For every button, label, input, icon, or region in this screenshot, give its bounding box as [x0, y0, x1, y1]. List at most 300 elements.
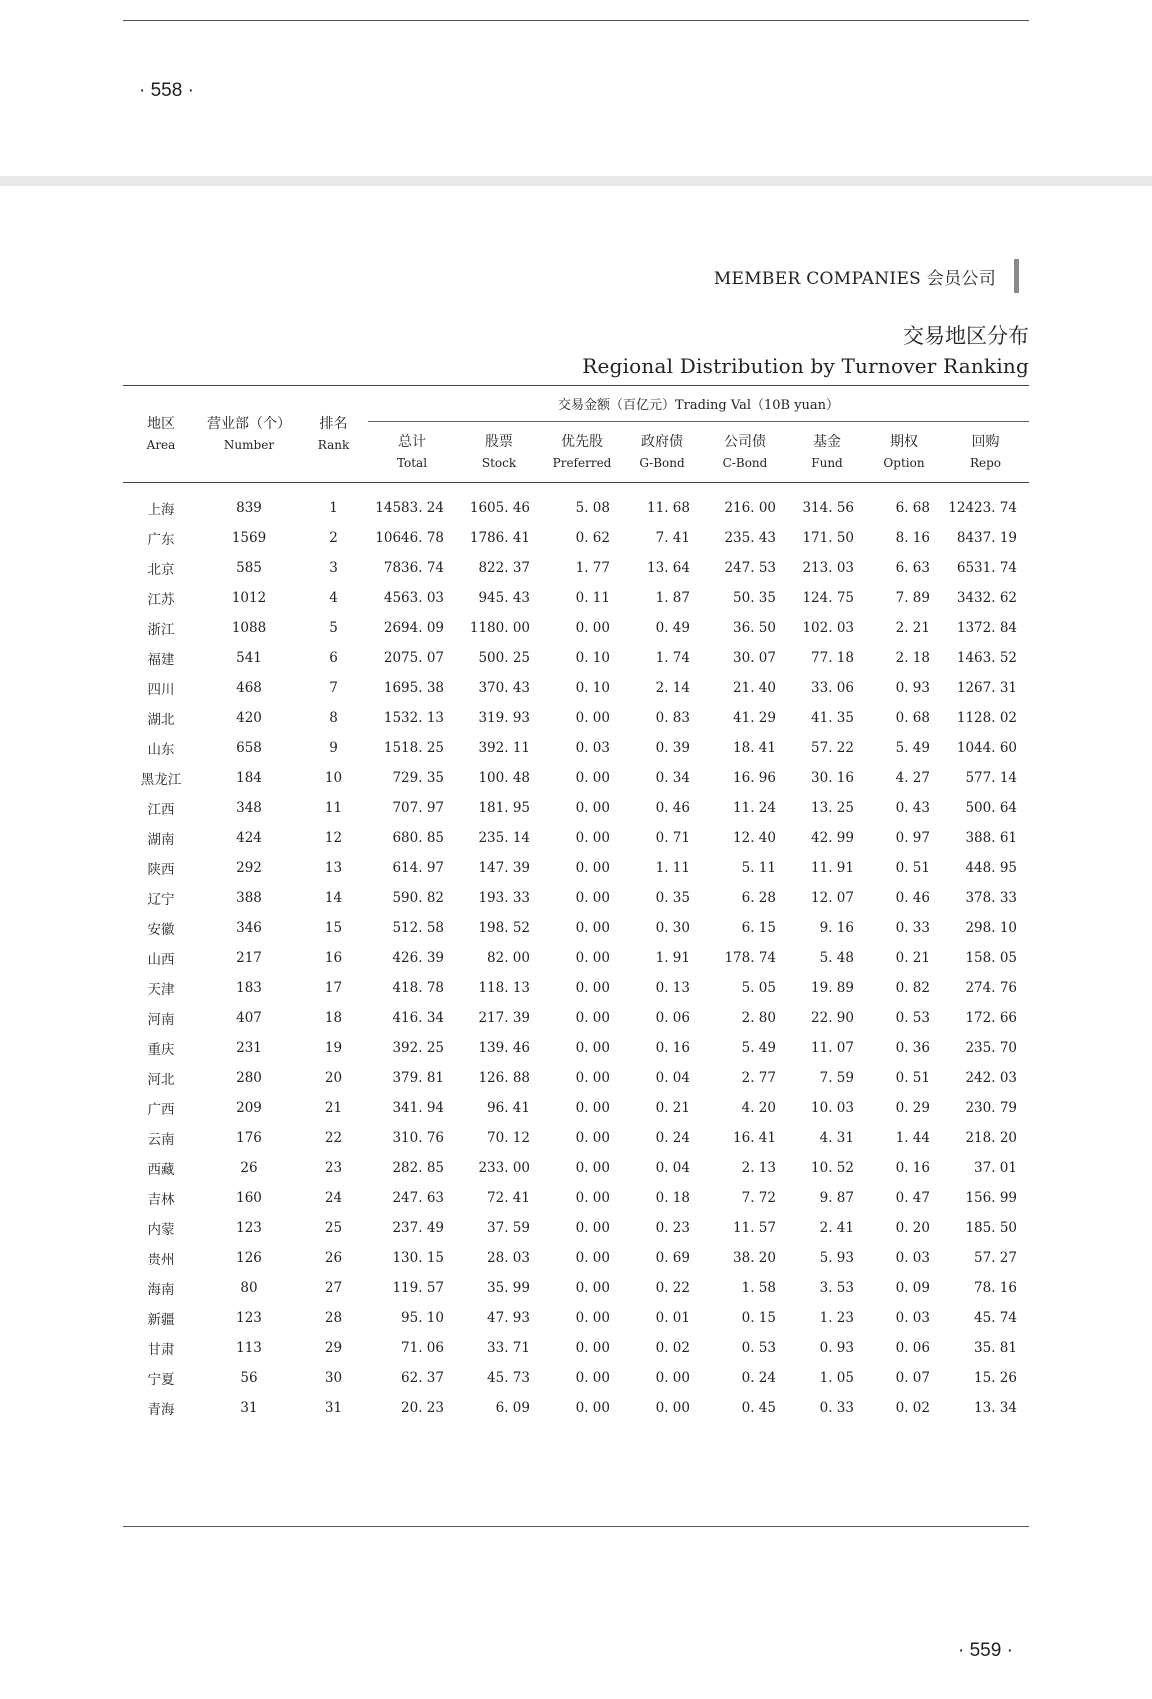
- cell-rank: 19: [324, 1040, 343, 1056]
- cell-cbond: 2. 77: [741, 1070, 776, 1086]
- cell-gbond: 0. 71: [655, 830, 690, 846]
- cell-rank: 5: [329, 620, 338, 636]
- cell-stock: 235. 14: [478, 830, 530, 846]
- cell-cbond: 16. 41: [733, 1130, 776, 1146]
- cell-fund: 19. 89: [811, 980, 854, 996]
- cell-stock: 37. 59: [487, 1220, 530, 1236]
- cell-gbond: 7. 41: [655, 530, 690, 546]
- cell-number: 348: [236, 800, 262, 816]
- cell-option: 0. 21: [895, 950, 930, 966]
- cell-cbond: 7. 72: [741, 1190, 776, 1206]
- cell-rank: 12: [324, 830, 343, 846]
- page-gap: [0, 176, 1152, 186]
- cell-total: 416. 34: [392, 1010, 444, 1026]
- cell-cbond: 38. 20: [733, 1250, 776, 1266]
- cell-option: 0. 29: [895, 1100, 930, 1116]
- cell-preferred: 0. 00: [575, 800, 610, 816]
- cell-fund: 0. 93: [819, 1340, 854, 1356]
- cell-total: 71. 06: [401, 1340, 444, 1356]
- cell-fund: 41. 35: [811, 710, 854, 726]
- table-title-en: Regional Distribution by Turnover Ranking: [582, 354, 1029, 378]
- cell-preferred: 0. 10: [575, 650, 610, 666]
- cell-area: 西藏: [147, 1162, 175, 1178]
- cell-repo: 37. 01: [974, 1160, 1017, 1176]
- cell-total: 247. 63: [392, 1190, 444, 1206]
- cell-repo: 3432. 62: [956, 590, 1017, 606]
- cell-cbond: 0. 45: [741, 1400, 776, 1416]
- cell-stock: 319. 93: [478, 710, 530, 726]
- cell-gbond: 0. 83: [655, 710, 690, 726]
- cell-area: 重庆: [147, 1042, 175, 1058]
- cell-rank: 22: [324, 1130, 343, 1146]
- cell-preferred: 0. 00: [575, 1340, 610, 1356]
- cell-option: 0. 03: [895, 1250, 930, 1266]
- cell-rank: 29: [324, 1340, 343, 1356]
- cell-area: 甘肃: [147, 1342, 175, 1358]
- cell-total: 418. 78: [392, 980, 444, 996]
- cell-repo: 12423. 74: [948, 500, 1017, 516]
- cell-fund: 314. 56: [802, 500, 854, 516]
- cell-stock: 193. 33: [478, 890, 530, 906]
- cell-cbond: 41. 29: [733, 710, 776, 726]
- cell-cbond: 5. 49: [741, 1040, 776, 1056]
- cell-stock: 45. 73: [487, 1370, 530, 1386]
- cell-total: 392. 25: [392, 1040, 444, 1056]
- cell-total: 20. 23: [401, 1400, 444, 1416]
- cell-fund: 2. 41: [819, 1220, 854, 1236]
- cell-preferred: 0. 00: [575, 1250, 610, 1266]
- cell-cbond: 2. 80: [741, 1010, 776, 1026]
- cell-fund: 9. 87: [819, 1190, 854, 1206]
- cell-cbond: 247. 53: [724, 560, 776, 576]
- cell-number: 209: [236, 1100, 262, 1116]
- cell-area: 青海: [147, 1402, 175, 1418]
- cell-total: 680. 85: [392, 830, 444, 846]
- cell-stock: 72. 41: [487, 1190, 530, 1206]
- cell-gbond: 0. 01: [655, 1310, 690, 1326]
- table-row: [123, 1003, 1029, 1033]
- cell-cbond: 11. 24: [733, 800, 776, 816]
- cell-number: 56: [240, 1370, 258, 1386]
- cell-total: 130. 15: [392, 1250, 444, 1266]
- cell-cbond: 16. 96: [733, 770, 776, 786]
- cell-repo: 388. 61: [965, 830, 1017, 846]
- table-row: [123, 823, 1029, 853]
- cell-gbond: 0. 04: [655, 1160, 690, 1176]
- cell-cbond: 235. 43: [724, 530, 776, 546]
- cell-gbond: 0. 49: [655, 620, 690, 636]
- cell-number: 123: [236, 1220, 262, 1236]
- cell-cbond: 2. 13: [741, 1160, 776, 1176]
- cell-repo: 15. 26: [974, 1370, 1017, 1386]
- cell-total: 4563. 03: [383, 590, 444, 606]
- cell-fund: 13. 25: [811, 800, 854, 816]
- cell-option: 0. 51: [895, 860, 930, 876]
- cell-option: 0. 43: [895, 800, 930, 816]
- cell-preferred: 0. 00: [575, 620, 610, 636]
- cell-stock: 70. 12: [487, 1130, 530, 1146]
- cell-total: 341. 94: [392, 1100, 444, 1116]
- cell-number: 231: [236, 1040, 262, 1056]
- cell-rank: 11: [324, 800, 343, 816]
- cell-preferred: 0. 00: [575, 1070, 610, 1086]
- col-stock: 股票 Stock: [481, 434, 517, 470]
- cell-gbond: 0. 13: [655, 980, 690, 996]
- cell-total: 95. 10: [401, 1310, 444, 1326]
- cell-number: 183: [236, 980, 262, 996]
- cell-number: 80: [240, 1280, 258, 1296]
- cell-number: 113: [236, 1340, 262, 1356]
- cell-option: 0. 46: [895, 890, 930, 906]
- cell-area: 上海: [147, 502, 175, 518]
- cell-rank: 18: [324, 1010, 343, 1026]
- cell-number: 217: [236, 950, 262, 966]
- cell-preferred: 0. 00: [575, 950, 610, 966]
- table-row: [123, 793, 1029, 823]
- cell-fund: 57. 22: [811, 740, 854, 756]
- cell-total: 426. 39: [392, 950, 444, 966]
- cell-option: 0. 20: [895, 1220, 930, 1236]
- cell-option: 0. 02: [895, 1400, 930, 1416]
- cell-cbond: 0. 53: [741, 1340, 776, 1356]
- cell-area: 陕西: [147, 862, 175, 878]
- cell-stock: 47. 93: [487, 1310, 530, 1326]
- cell-fund: 171. 50: [802, 530, 854, 546]
- cell-preferred: 0. 00: [575, 710, 610, 726]
- cell-repo: 378. 33: [965, 890, 1017, 906]
- cell-repo: 172. 66: [965, 1010, 1017, 1026]
- cell-fund: 0. 33: [819, 1400, 854, 1416]
- table-row: [123, 1063, 1029, 1093]
- table-row: [123, 1093, 1029, 1123]
- bottom-rule: [123, 1526, 1029, 1527]
- cell-option: 0. 93: [895, 680, 930, 696]
- page-number-right: · 559 ·: [958, 1640, 1013, 1661]
- cell-cbond: 1. 58: [741, 1280, 776, 1296]
- cell-repo: 235. 70: [965, 1040, 1017, 1056]
- cell-repo: 57. 27: [974, 1250, 1017, 1266]
- cell-cbond: 50. 35: [733, 590, 776, 606]
- cell-repo: 448. 95: [965, 860, 1017, 876]
- cell-area: 吉林: [147, 1192, 175, 1208]
- cell-fund: 1. 05: [819, 1370, 854, 1386]
- cell-number: 1088: [231, 620, 267, 636]
- cell-cbond: 6. 15: [741, 920, 776, 936]
- cell-cbond: 216. 00: [724, 500, 776, 516]
- cell-repo: 1267. 31: [956, 680, 1017, 696]
- cell-total: 282. 85: [392, 1160, 444, 1176]
- cell-fund: 5. 93: [819, 1250, 854, 1266]
- table-row: [123, 1243, 1029, 1273]
- table-row: [123, 1153, 1029, 1183]
- cell-area: 江西: [147, 802, 175, 818]
- table-row: [123, 1123, 1029, 1153]
- cell-area: 黑龙江: [140, 772, 182, 788]
- cell-gbond: 1. 87: [655, 590, 690, 606]
- table-row: [123, 733, 1029, 763]
- cell-preferred: 0. 10: [575, 680, 610, 696]
- cell-number: 26: [240, 1160, 258, 1176]
- cell-area: 广西: [147, 1102, 175, 1118]
- table-row: [123, 553, 1029, 583]
- table-row: [123, 943, 1029, 973]
- cell-number: 184: [236, 770, 262, 786]
- table-row: [123, 763, 1029, 793]
- cell-option: 5. 49: [895, 740, 930, 756]
- cell-option: 0. 36: [895, 1040, 930, 1056]
- cell-option: 0. 47: [895, 1190, 930, 1206]
- cell-area: 四川: [147, 682, 175, 698]
- cell-cbond: 11. 57: [733, 1220, 776, 1236]
- cell-stock: 370. 43: [478, 680, 530, 696]
- table-row: [123, 673, 1029, 703]
- cell-area: 北京: [147, 562, 175, 578]
- cell-gbond: 0. 16: [655, 1040, 690, 1056]
- cell-fund: 22. 90: [811, 1010, 854, 1026]
- cell-gbond: 1. 91: [655, 950, 690, 966]
- table-row: [123, 1213, 1029, 1243]
- cell-preferred: 1. 77: [575, 560, 610, 576]
- table-row: [123, 1333, 1029, 1363]
- cell-gbond: 11. 68: [647, 500, 690, 516]
- cell-preferred: 0. 00: [575, 890, 610, 906]
- table-row: [123, 913, 1029, 943]
- cell-rank: 14: [324, 890, 343, 906]
- cell-fund: 77. 18: [811, 650, 854, 666]
- cell-preferred: 0. 00: [575, 860, 610, 876]
- cell-option: 0. 33: [895, 920, 930, 936]
- cell-repo: 230. 79: [965, 1100, 1017, 1116]
- cell-rank: 16: [324, 950, 343, 966]
- cell-repo: 8437. 19: [956, 530, 1017, 546]
- cell-rank: 9: [329, 740, 338, 756]
- cell-total: 1695. 38: [383, 680, 444, 696]
- cell-fund: 3. 53: [819, 1280, 854, 1296]
- cell-total: 729. 35: [392, 770, 444, 786]
- table-row: [123, 1033, 1029, 1063]
- cell-stock: 28. 03: [487, 1250, 530, 1266]
- cell-rank: 30: [324, 1370, 343, 1386]
- cell-repo: 6531. 74: [956, 560, 1017, 576]
- cell-stock: 1180. 00: [469, 620, 530, 636]
- cell-preferred: 0. 00: [575, 770, 610, 786]
- cell-option: 0. 06: [895, 1340, 930, 1356]
- cell-stock: 1605. 46: [469, 500, 530, 516]
- cell-stock: 392. 11: [478, 740, 530, 756]
- cell-gbond: 0. 18: [655, 1190, 690, 1206]
- cell-area: 新疆: [147, 1312, 175, 1328]
- cell-rank: 17: [324, 980, 343, 996]
- cell-total: 2694. 09: [383, 620, 444, 636]
- section-marker: [1014, 259, 1019, 293]
- cell-preferred: 5. 08: [575, 500, 610, 516]
- top-rule: [123, 20, 1029, 21]
- cell-number: 346: [236, 920, 262, 936]
- cell-preferred: 0. 00: [575, 1190, 610, 1206]
- cell-rank: 15: [324, 920, 343, 936]
- cell-total: 310. 76: [392, 1130, 444, 1146]
- col-option: 期权 Option: [883, 434, 925, 470]
- cell-cbond: 36. 50: [733, 620, 776, 636]
- cell-option: 0. 68: [895, 710, 930, 726]
- cell-gbond: 2. 14: [655, 680, 690, 696]
- cell-stock: 82. 00: [487, 950, 530, 966]
- cell-preferred: 0. 00: [575, 1160, 610, 1176]
- col-repo: 回购 Repo: [969, 434, 1002, 470]
- cell-cbond: 12. 40: [733, 830, 776, 846]
- col-preferred: 优先股 Preferred: [552, 434, 612, 470]
- cell-preferred: 0. 00: [575, 1310, 610, 1326]
- cell-rank: 31: [324, 1400, 343, 1416]
- cell-area: 河南: [147, 1012, 175, 1028]
- cell-number: 420: [236, 710, 262, 726]
- table-row: [123, 1303, 1029, 1333]
- cell-stock: 118. 13: [478, 980, 530, 996]
- col-rank: 排名 Rank: [317, 416, 350, 452]
- cell-gbond: 0. 23: [655, 1220, 690, 1236]
- table-row: [123, 853, 1029, 883]
- cell-number: 424: [236, 830, 262, 846]
- cell-number: 407: [236, 1010, 262, 1026]
- cell-gbond: 0. 34: [655, 770, 690, 786]
- cell-repo: 185. 50: [965, 1220, 1017, 1236]
- cell-option: 0. 82: [895, 980, 930, 996]
- cell-fund: 10. 03: [811, 1100, 854, 1116]
- cell-number: 585: [236, 560, 262, 576]
- cell-area: 内蒙: [147, 1222, 175, 1238]
- cell-gbond: 13. 64: [647, 560, 690, 576]
- cell-rank: 21: [324, 1100, 343, 1116]
- cell-area: 辽宁: [147, 892, 175, 908]
- cell-rank: 25: [324, 1220, 343, 1236]
- cell-gbond: 1. 74: [655, 650, 690, 666]
- cell-gbond: 0. 69: [655, 1250, 690, 1266]
- cell-stock: 198. 52: [478, 920, 530, 936]
- cell-stock: 33. 71: [487, 1340, 530, 1356]
- cell-stock: 100. 48: [478, 770, 530, 786]
- cell-preferred: 0. 00: [575, 980, 610, 996]
- cell-area: 山西: [147, 952, 175, 968]
- page-number-left: · 558 ·: [139, 80, 194, 101]
- cell-number: 123: [236, 1310, 262, 1326]
- cell-total: 707. 97: [392, 800, 444, 816]
- cell-repo: 242. 03: [965, 1070, 1017, 1086]
- cell-fund: 9. 16: [819, 920, 854, 936]
- cell-stock: 35. 99: [487, 1280, 530, 1296]
- cell-rank: 24: [324, 1190, 343, 1206]
- cell-option: 0. 03: [895, 1310, 930, 1326]
- cell-cbond: 0. 15: [741, 1310, 776, 1326]
- cell-total: 614. 97: [392, 860, 444, 876]
- table-body: [123, 493, 1029, 1423]
- cell-fund: 42. 99: [811, 830, 854, 846]
- cell-rank: 4: [329, 590, 338, 606]
- cell-preferred: 0. 00: [575, 1010, 610, 1026]
- cell-number: 839: [236, 500, 262, 516]
- table-row: [123, 613, 1029, 643]
- cell-number: 280: [236, 1070, 262, 1086]
- cell-gbond: 0. 30: [655, 920, 690, 936]
- cell-gbond: 0. 00: [655, 1400, 690, 1416]
- cell-repo: 35. 81: [974, 1340, 1017, 1356]
- cell-repo: 1044. 60: [956, 740, 1017, 756]
- cell-option: 6. 63: [895, 560, 930, 576]
- cell-rank: 10: [324, 770, 343, 786]
- cell-gbond: 0. 46: [655, 800, 690, 816]
- cell-stock: 217. 39: [478, 1010, 530, 1026]
- cell-fund: 12. 07: [811, 890, 854, 906]
- cell-stock: 945. 43: [478, 590, 530, 606]
- col-area: 地区 Area: [146, 416, 176, 452]
- cell-stock: 96. 41: [487, 1100, 530, 1116]
- cell-gbond: 0. 02: [655, 1340, 690, 1356]
- cell-preferred: 0. 62: [575, 530, 610, 546]
- cell-repo: 1372. 84: [956, 620, 1017, 636]
- cell-repo: 13. 34: [974, 1400, 1017, 1416]
- table-row: [123, 493, 1029, 523]
- cell-rank: 28: [324, 1310, 343, 1326]
- section-title: MEMBER COMPANIES 会员公司: [713, 269, 996, 289]
- cell-rank: 6: [329, 650, 338, 666]
- cell-gbond: 0. 22: [655, 1280, 690, 1296]
- cell-preferred: 0. 00: [575, 920, 610, 936]
- cell-gbond: 0. 06: [655, 1010, 690, 1026]
- cell-stock: 181. 95: [478, 800, 530, 816]
- cell-fund: 5. 48: [819, 950, 854, 966]
- cell-number: 292: [236, 860, 262, 876]
- cell-rank: 26: [324, 1250, 343, 1266]
- cell-area: 天津: [147, 982, 175, 998]
- cell-gbond: 0. 21: [655, 1100, 690, 1116]
- cell-cbond: 4. 20: [741, 1100, 776, 1116]
- cell-rank: 13: [324, 860, 343, 876]
- cell-stock: 6. 09: [495, 1400, 530, 1416]
- table-row: [123, 1273, 1029, 1303]
- cell-total: 512. 58: [392, 920, 444, 936]
- table-row: [123, 583, 1029, 613]
- cell-fund: 7. 59: [819, 1070, 854, 1086]
- cell-number: 176: [236, 1130, 262, 1146]
- cell-option: 0. 09: [895, 1280, 930, 1296]
- cell-cbond: 178. 74: [724, 950, 776, 966]
- col-number: 营业部（个） Number: [207, 416, 291, 452]
- cell-number: 658: [236, 740, 262, 756]
- table-row: [123, 643, 1029, 673]
- cell-fund: 102. 03: [802, 620, 854, 636]
- cell-gbond: 0. 00: [655, 1370, 690, 1386]
- cell-fund: 213. 03: [802, 560, 854, 576]
- cell-stock: 822. 37: [478, 560, 530, 576]
- cell-area: 宁夏: [147, 1372, 175, 1388]
- cell-option: 0. 07: [895, 1370, 930, 1386]
- cell-repo: 218. 20: [965, 1130, 1017, 1146]
- cell-stock: 147. 39: [478, 860, 530, 876]
- cell-preferred: 0. 00: [575, 1220, 610, 1236]
- cell-cbond: 5. 05: [741, 980, 776, 996]
- cell-option: 0. 16: [895, 1160, 930, 1176]
- cell-fund: 4. 31: [819, 1130, 854, 1146]
- cell-number: 388: [236, 890, 262, 906]
- cell-number: 541: [236, 650, 262, 666]
- cell-rank: 27: [324, 1280, 343, 1296]
- cell-cbond: 18. 41: [733, 740, 776, 756]
- col-cbond: 公司债 C-Bond: [722, 434, 768, 470]
- cell-total: 1532. 13: [383, 710, 444, 726]
- table-row: [123, 973, 1029, 1003]
- cell-option: 0. 97: [895, 830, 930, 846]
- cell-total: 14583. 24: [375, 500, 444, 516]
- cell-option: 4. 27: [895, 770, 930, 786]
